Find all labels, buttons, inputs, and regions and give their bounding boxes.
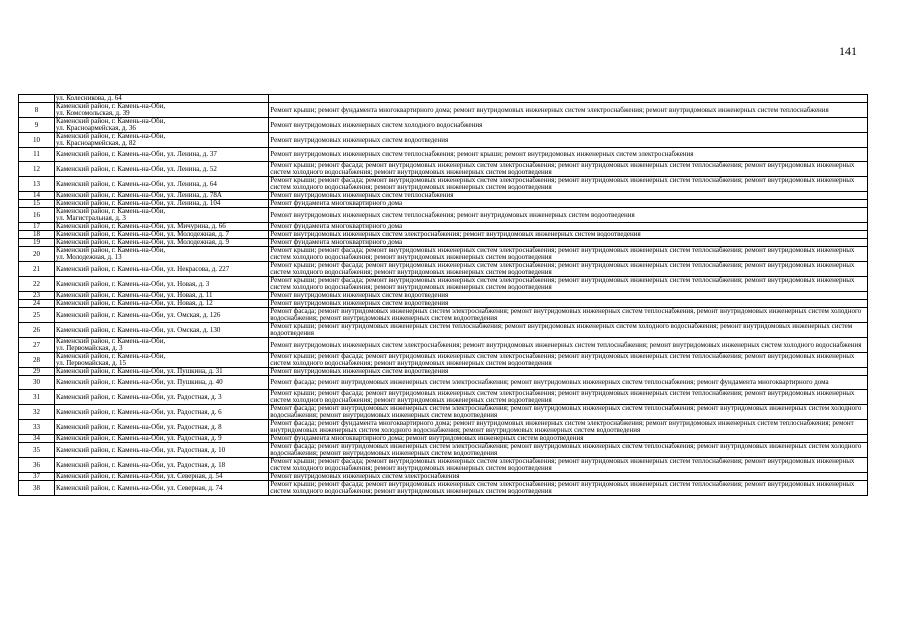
works-cell: Ремонт крыши; ремонт фасада; ремонт внутридомовых инженерных систем электроснабжения; ремонт внутридомовых инженерных систем теплоснабжения; ремонт внутридомовых инженерных систем холодного водоснабжения; ремонт внутридомовых инженерных систем водоотведения xyxy=(269,247,868,262)
table-row xyxy=(19,118,868,133)
works-cell: Ремонт фундамента многоквартирного дома xyxy=(269,223,868,231)
address-cell: Каменский район, г. Камень-на-Оби, ул. Радостная, д. 10 xyxy=(55,443,269,458)
works-cell: Ремонт фундамента многоквартирного дома xyxy=(269,239,868,247)
address-cell: Каменский район, г. Камень-на-Оби, ул. Красноармейская, д. 36 xyxy=(55,118,269,133)
row-number-cell: 25 xyxy=(19,308,55,323)
works-cell: Ремонт крыши; ремонт фасада; ремонт внутридомовых инженерных систем электроснабжения; ремонт внутридомовых инженерных систем теплоснабжения; ремонт внутридомовых инженерных систем холодного водоснабжения; ремонт внутридомовых инженерных систем водоотведения xyxy=(269,458,868,473)
table-row xyxy=(19,376,868,390)
table-row xyxy=(19,323,868,338)
row-number-cell: 11 xyxy=(19,148,55,162)
works-cell: Ремонт внутридомовых инженерных систем электроснабжения; ремонт внутридомовых инженерных систем теплоснабжения; ремонт внутридомовых инженерных систем холодного водоснабжения xyxy=(269,338,868,353)
table-row xyxy=(19,133,868,148)
table-row xyxy=(19,353,868,368)
works-cell: Ремонт фасада; ремонт фундамента многоквартирного дома; ремонт внутридомовых инженерных систем электроснабжения; ремонт внутридомовых инженерных систем теплоснабжения; ремонт внутридомовых инженерных систем холодного водоснабжения; ремонт внутридомовых инженерных систем водоотведения xyxy=(269,420,868,435)
table-row xyxy=(19,192,868,200)
row-number-cell: 22 xyxy=(19,277,55,292)
address-cell: Каменский район, г. Камень-на-Оби, ул. Новая, д. 11 xyxy=(55,292,269,300)
address-cell: Каменский район, г. Камень-на-Оби, ул. Мичурина, д. 66 xyxy=(55,223,269,231)
table-row xyxy=(19,262,868,277)
works-cell: Ремонт фундамента многоквартирного дома xyxy=(269,200,868,208)
works-cell: Ремонт внутридомовых инженерных систем электроснабжения; ремонт внутридомовых инженерных систем водоотведения xyxy=(269,231,868,239)
table-row xyxy=(19,292,868,300)
row-number-cell: 35 xyxy=(19,443,55,458)
address-cell: Каменский район, г. Камень-на-Оби, ул. Радостная, д. 9 xyxy=(55,435,269,443)
row-number-cell: 28 xyxy=(19,353,55,368)
row-number-cell: 9 xyxy=(19,118,55,133)
address-cell: Каменский район, г. Камень-на-Оби, ул. Магистральная, д. 3 xyxy=(55,208,269,223)
address-cell: Каменский район, г. Камень-на-Оби, ул. Северная, д. 74 xyxy=(55,481,269,496)
table-row xyxy=(19,443,868,458)
works-cell: Ремонт внутридомовых инженерных систем теплоснабжения xyxy=(269,192,868,200)
table-row xyxy=(19,300,868,308)
table-body xyxy=(19,95,868,496)
row-number-cell: 14 xyxy=(19,192,55,200)
works-cell: Ремонт крыши; ремонт фасада; ремонт внутридомовых инженерных систем электроснабжения; ремонт внутридомовых инженерных систем теплоснабжения; ремонт внутридомовых инженерных систем холодного водоснабжения; ремонт внутридомовых инженерных систем водоотведения xyxy=(269,481,868,496)
address-cell: Каменский район, г. Камень-на-Оби, ул. Молодежная, д. 7 xyxy=(55,231,269,239)
row-number-cell: 17 xyxy=(19,223,55,231)
works-cell: Ремонт внутридомовых инженерных систем водоотведения xyxy=(269,300,868,308)
table-row xyxy=(19,338,868,353)
works-cell: Ремонт фундамента многоквартирного дома; ремонт внутридомовых инженерных систем водоотведения xyxy=(269,435,868,443)
address-cell: Каменский район, г. Камень-на-Оби, ул. Омская, д. 130 xyxy=(55,323,269,338)
repair-works-table xyxy=(18,94,868,496)
address-cell: Каменский район, г. Камень-на-Оби, ул. Северная, д. 54 xyxy=(55,473,269,481)
address-cell: Каменский район, г. Камень-на-Оби, ул. Красноармейская, д. 82 xyxy=(55,133,269,148)
row-number-cell: 27 xyxy=(19,338,55,353)
row-number-cell: 36 xyxy=(19,458,55,473)
address-cell: Каменский район, г. Камень-на-Оби, ул. Радостная, д. 18 xyxy=(55,458,269,473)
address-cell: Каменский район, г. Камень-на-Оби, ул. Радостная, д. 3 xyxy=(55,390,269,405)
address-cell: Каменский район, г. Камень-на-Оби, ул. Радостная, д. 6 xyxy=(55,405,269,420)
works-cell: Ремонт крыши; ремонт внутридомовых инженерных систем теплоснабжения; ремонт внутридомовых инженерных систем холодного водоснабжения; ремонт внутридомовых инженерных систем водоотведения xyxy=(269,323,868,338)
works-cell: Ремонт крыши; ремонт фасада; ремонт внутридомовых инженерных систем электроснабжения; ремонт внутридомовых инженерных систем теплоснабжения; ремонт внутридомовых инженерных систем холодного водоснабжения; ремонт внутридомовых инженерных систем водоотведения xyxy=(269,353,868,368)
address-cell: Каменский район, г. Камень-на-Оби, ул. Ленина, д. 104 xyxy=(55,200,269,208)
row-number-cell: 16 xyxy=(19,208,55,223)
table-row xyxy=(19,223,868,231)
row-number-cell: 18 xyxy=(19,231,55,239)
address-cell: Каменский район, г. Камень-на-Оби, ул. Пушкина, д. 40 xyxy=(55,376,269,390)
table-row xyxy=(19,239,868,247)
row-number-cell: 29 xyxy=(19,368,55,376)
table-row xyxy=(19,390,868,405)
row-number-cell: 21 xyxy=(19,262,55,277)
works-cell: Ремонт фасада; ремонт внутридомовых инженерных систем электроснабжения; ремонт внутридомовых инженерных систем теплоснабжения, ремонт внутридомовых инженерных систем холодного водоснабжения; ремонт внутридомовых инженерных систем водоотведения xyxy=(269,308,868,323)
table-row xyxy=(19,368,868,376)
table-row xyxy=(19,231,868,239)
table-row xyxy=(19,200,868,208)
table-row xyxy=(19,481,868,496)
address-cell: Каменский район, г. Камень-на-Оби, ул. Новая, д. 12 xyxy=(55,300,269,308)
page-number: 141 xyxy=(839,44,857,58)
row-number-cell: 26 xyxy=(19,323,55,338)
address-cell: Каменский район, г. Камень-на-Оби, ул. Ленина, д. 37 xyxy=(55,148,269,162)
works-cell: Ремонт крыши; ремонт фасада; ремонт внутридомовых инженерных систем электроснабжения; ремонт внутридомовых инженерных систем теплоснабжения; ремонт внутридомовых инженерных систем холодного водоснабжения; ремонт внутридомовых инженерных систем водоотведения xyxy=(269,162,868,177)
address-cell: Каменский район, г. Камень-на-Оби, ул. Ленина, д. 52 xyxy=(55,162,269,177)
works-cell: Ремонт внутридомовых инженерных систем электроснабжения xyxy=(269,473,868,481)
works-cell: Ремонт крыши; ремонт фундамента многоквартирного дома; ремонт внутридомовых инженерных систем электроснабжения; ремонт внутридомовых инженерных систем теплоснабжения xyxy=(269,103,868,118)
row-number-cell: 8 xyxy=(19,103,55,118)
address-cell: Каменский район, г. Камень-на-Оби, ул. Комсомольская, д. 39 xyxy=(55,103,269,118)
table-row xyxy=(19,177,868,192)
row-number-cell: 32 xyxy=(19,405,55,420)
row-number-cell xyxy=(19,95,55,103)
address-cell: Каменский район, г. Камень-на-Оби, ул. Ленина, д. 78А xyxy=(55,192,269,200)
table-row xyxy=(19,247,868,262)
works-cell: Ремонт внутридомовых инженерных систем водоотведения xyxy=(269,368,868,376)
works-cell: Ремонт внутридомовых инженерных систем водоотведения xyxy=(269,292,868,300)
table-row xyxy=(19,148,868,162)
address-cell: Каменский район, г. Камень-на-Оби, ул. Новая, д. 3 xyxy=(55,277,269,292)
row-number-cell: 15 xyxy=(19,200,55,208)
works-cell: Ремонт крыши; ремонт фасада; ремонт внутридомовых инженерных систем электроснабжения; ремонт внутридомовых инженерных систем теплоснабжения; ремонт внутридомовых инженерных систем холодного водоснабжения; ремонт внутридомовых инженерных систем водоотведения xyxy=(269,262,868,277)
address-cell: Каменский район, г. Камень-на-Оби, ул. Омская, д. 126 xyxy=(55,308,269,323)
table-row xyxy=(19,435,868,443)
works-cell: Ремонт внутридомовых инженерных систем теплоснабжения; ремонт крыши; ремонт внутридомовых инженерных систем электроснабжения xyxy=(269,148,868,162)
row-number-cell: 23 xyxy=(19,292,55,300)
table-row xyxy=(19,420,868,435)
table-row xyxy=(19,458,868,473)
table-row xyxy=(19,162,868,177)
address-cell: Каменский район, г. Камень-на-Оби, ул. Первомайская, д. 3 xyxy=(55,338,269,353)
row-number-cell: 34 xyxy=(19,435,55,443)
address-cell: ул. Колесникова, д. 64 xyxy=(55,95,269,103)
address-cell: Каменский район, г. Камень-на-Оби, ул. Некрасова, д. 227 xyxy=(55,262,269,277)
table-row xyxy=(19,473,868,481)
table-row xyxy=(19,308,868,323)
row-number-cell: 24 xyxy=(19,300,55,308)
row-number-cell: 38 xyxy=(19,481,55,496)
works-cell: Ремонт крыши; ремонт фасада; ремонт внутридомовых инженерных систем электроснабжения; ремонт внутридомовых инженерных систем теплоснабжения; ремонт внутридомовых инженерных систем холодного водоснабжения; ремонт внутридомовых инженерных систем водоотведения xyxy=(269,177,868,192)
works-cell: Ремонт внутридомовых инженерных систем теплоснабжения; ремонт внутридомовых инженерных систем водоотведения xyxy=(269,208,868,223)
row-number-cell: 19 xyxy=(19,239,55,247)
row-number-cell: 12 xyxy=(19,162,55,177)
row-number-cell: 30 xyxy=(19,376,55,390)
row-number-cell: 33 xyxy=(19,420,55,435)
works-cell: Ремонт фасада; ремонт внутридомовых инженерных систем электроснабжения; ремонт внутридомовых инженерных систем теплоснабжения; ремонт фундамента многоквартирного дома xyxy=(269,376,868,390)
address-cell: Каменский район, г. Камень-на-Оби, ул. Первомайская, д. 15 xyxy=(55,353,269,368)
table-row xyxy=(19,208,868,223)
table-row xyxy=(19,405,868,420)
row-number-cell: 31 xyxy=(19,390,55,405)
table-row xyxy=(19,103,868,118)
address-cell: Каменский район, г. Камень-на-Оби, ул. Молодежная, д. 13 xyxy=(55,247,269,262)
address-cell: Каменский район, г. Камень-на-Оби, ул. Ленина, д. 64 xyxy=(55,177,269,192)
works-cell xyxy=(269,95,868,103)
row-number-cell: 37 xyxy=(19,473,55,481)
table-row xyxy=(19,95,868,103)
table-row xyxy=(19,277,868,292)
address-cell: Каменский район, г. Камень-на-Оби, ул. Радостная, д. 8 xyxy=(55,420,269,435)
works-cell: Ремонт фасада; ремонт внутридомовых инженерных систем электроснабжения; ремонт внутридомовых инженерных систем теплоснабжения; ремонт внутридомовых инженерных систем холодного водоснабжения; ремонт внутридомовых инженерных систем водоотведения xyxy=(269,443,868,458)
works-cell: Ремонт крыши; ремонт фасада; ремонт внутридомовых инженерных систем электроснабжения; ремонт внутридомовых инженерных систем теплоснабжения; ремонт внутридомовых инженерных систем холодного водоснабжения; ремонт внутридомовых инженерных систем водоотведения xyxy=(269,390,868,405)
works-cell: Ремонт фасада; ремонт внутридомовых инженерных систем электроснабжения; ремонт внутридомовых инженерных систем теплоснабжения; ремонт внутридомовых инженерных систем холодного водоснабжения; ремонт внутридомовых инженерных систем водоотведения xyxy=(269,405,868,420)
works-cell: Ремонт крыши; ремонт фасада; ремонт внутридомовых инженерных систем электроснабжения; ремонт внутридомовых инженерных систем теплоснабжения; ремонт внутридомовых инженерных систем холодного водоснабжения; ремонт внутридомовых инженерных систем водоотведения xyxy=(269,277,868,292)
works-cell: Ремонт внутридомовых инженерных систем водоотведения xyxy=(269,133,868,148)
row-number-cell: 13 xyxy=(19,177,55,192)
address-cell: Каменский район, г. Камень-на-Оби, ул. Пушкина, д. 31 xyxy=(55,368,269,376)
address-cell: Каменский район, г. Камень-на-Оби, ул. Молодежная, д. 9 xyxy=(55,239,269,247)
row-number-cell: 10 xyxy=(19,133,55,148)
row-number-cell: 20 xyxy=(19,247,55,262)
works-cell: Ремонт внутридомовых инженерных систем холодного водоснабжения xyxy=(269,118,868,133)
